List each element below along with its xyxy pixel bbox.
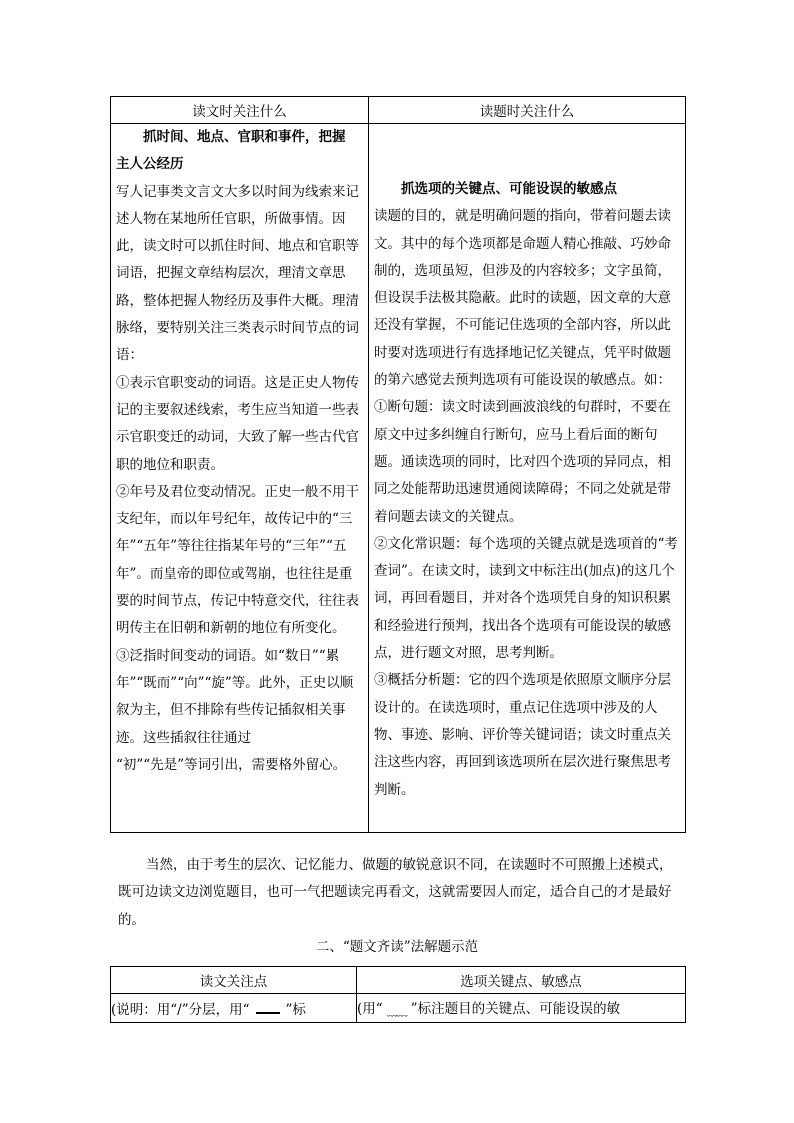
header-read-text: 读文时关注什么 (111, 97, 369, 124)
demo-right-text-b: ”标注题目的关键点、可能设误的敏 (410, 1001, 621, 1017)
comparison-table-body-row (111, 124, 686, 833)
left-column-cell (111, 124, 369, 833)
section-title: 二、“题文齐读”法解题示范 (315, 939, 479, 955)
demo-left-text-b: ”标 (285, 1002, 306, 1018)
left-column-content (111, 124, 368, 779)
right-heading: 抓选项的关键点、可能设误的敏感点 (401, 181, 617, 197)
demo-right-cell (357, 994, 686, 1023)
right-point-3: ③概括分析题：它的四个选项是依照原文顺序分层设计的。在读选项时，重点记住选项中涉及的人物、事迹、影响、评价等关键词语；读文时重点关注这些内容，再回到该选项所在层次进行聚焦思考判断。 (374, 672, 671, 798)
right-point-2: ②文化常识题：每个选项的关键点就是选项首的“考查词”。在读文时，读到文中标注出(加点)的这几个词，再回看题目，并对各个选项凭自身的知识积累和经验进行预判，找出各个选项有可能设误的敏感点，进行题文对照，思考判断。 (374, 535, 678, 662)
demo-table-row (111, 994, 686, 1023)
wavy-line-icon: ﹏﹏ (386, 1005, 407, 1018)
left-point-2: ②年号及君位变动情况。正史一般不用干支纪年，而以年号纪年，故传记中的“三年”“五年”等往往指某年号的“三年”“五年”。而皇帝的即位或驾崩，也往往是重要的时间节点，传记中特意交代，往往表明传主在旧朝和新朝的地位有所变化。 (116, 483, 359, 637)
demo-table-header-row (111, 967, 686, 994)
header-read-question: 读题时关注什么 (369, 97, 686, 124)
header-option-keypoints: 选项关键点、敏感点 (357, 967, 686, 994)
demo-left-text-a: (说明：用“/”分层，用“ (111, 1002, 250, 1018)
left-heading-line2: 主人公经历 (116, 156, 184, 173)
right-column-content (369, 124, 685, 804)
left-intro: 写人记事类文言文大多以时间为线索来记述人物在某地所任官职，所做事情。因此，读文时可以抓住时间、地点和官职等词语，把握文章结构层次，理清文章思路，整体把握人物经历及事件大概。理清脉络，要特别关注三类表示时间节点的词语： (116, 183, 359, 364)
demo-left-cell (111, 994, 357, 1023)
conclusion-paragraph: 当然，由于考生的层次、记忆能力、做题的敏锐意识不同，在读题时不可照搬上述模式，既可边读文边浏览题目，也可一气把题读完再看文，这就需要因人而定，适合自己的才是最好的。 (118, 857, 673, 928)
right-intro: 读题的目的，就是明确问题的指向，带着问题去读文。其中的每个选项都是命题人精心推敲、巧妙命制的，选项虽短，但涉及的内容较多；文字虽简，但设误手法极其隐蔽。此时的读题，因文章的大意还没有掌握，不可能记住选项的全部内容，所以此时要对选项进行有选择地记忆关键点，凭平时做题的第六感觉去预判选项有可能设误的敏感点。如： (374, 208, 671, 389)
left-point-3a: ③泛指时间变动的词语。如“数日”“累年”“既而”“向”“旋”等。此外，正史以顺叙为主，但不排除有些传记插叙相关事迹。这些插叙往往通过 (116, 647, 354, 746)
comparison-table (110, 96, 686, 833)
comparison-table-header-row (111, 97, 686, 124)
right-point-1: ①断句题：读文时读到画波浪线的句群时，不要在原文中过多纠缠自行断句，应马上看后面的断句题。通读选项的同时，比对四个选项的异同点，相同之处能帮助迅速贯通阅读障碍；不同之处就是带着问题去读文的关键点。 (374, 399, 671, 525)
demo-table (110, 966, 686, 1023)
underline-mark-icon (256, 1000, 280, 1014)
left-point-1: ①表示官职变动的词语。这是正史人物传记的主要叙述线索，考生应当知道一些表示官职变迁的动词，大致了解一些古代官职的地位和职责。 (116, 374, 359, 473)
left-heading-line1: 抓时间、地点、官职和事件，把握 (143, 129, 346, 145)
left-point-3b: “初”“先是”等词引出，需要格外留心。 (116, 756, 347, 773)
header-text-focus: 读文关注点 (111, 967, 357, 994)
demo-right-text-a: (用“ (357, 1001, 383, 1017)
right-column-cell (369, 124, 686, 833)
